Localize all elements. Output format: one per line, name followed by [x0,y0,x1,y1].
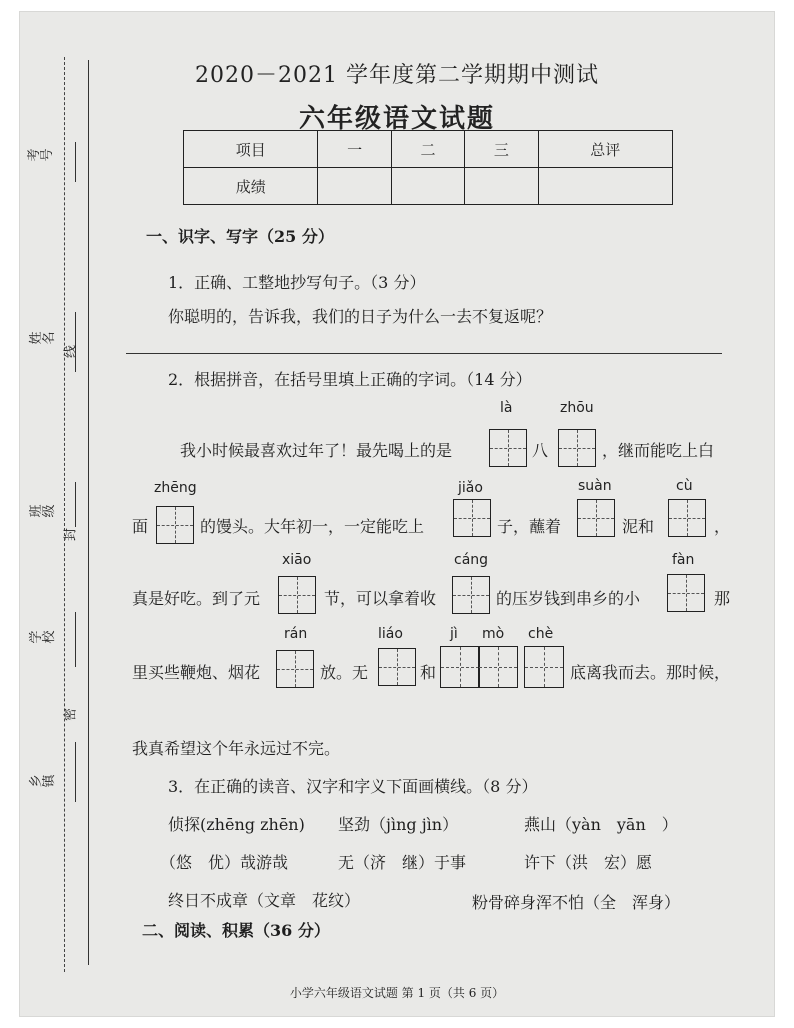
q3-option[interactable]: 侦探(zhēng zhēn) [168,815,305,834]
q2-text: ， [714,517,731,536]
q2-text: 八 [532,441,549,460]
char-box[interactable] [378,648,416,686]
q2-text: 节，可以拿着收 [324,589,437,608]
exam-no-label: 考号 [26,149,53,165]
page-footer: 小学六年级语文试题 第 1 页（共 6 页） [289,986,505,1000]
town-label: 乡镇 [28,775,55,791]
school-underline [75,612,76,667]
exam-subtitle: 六年级语文试题 [298,104,495,134]
pinyin-label: zhēng [154,480,197,496]
score-cell: 总评 [538,131,672,168]
pinyin-label: fàn [672,552,695,568]
q3-option[interactable]: （悠 优）哉游哉 [160,853,289,872]
pinyin-label: xiāo [282,552,312,568]
char-box[interactable] [156,506,194,544]
pinyin-label: cù [676,478,693,494]
class-underline [75,482,76,527]
char-box[interactable] [276,650,314,688]
margin-seal-char: 封 [63,529,76,544]
margin-line-char: 线 [63,346,76,361]
char-box[interactable] [558,429,596,467]
char-box[interactable] [667,574,705,612]
q2-text: 我真希望这个年永远过不完。 [132,739,341,758]
char-box[interactable] [452,576,490,614]
char-box[interactable] [668,499,706,537]
q2-text: 放。无 [320,663,369,682]
pinyin-label: cáng [454,552,489,568]
score-input-cell[interactable] [391,168,464,205]
pinyin-label: chè [528,626,554,642]
q1-title: 1．正确、工整地抄写句子。（3 分） [168,273,426,292]
score-input-cell[interactable] [465,168,538,205]
score-cell: 项目 [184,131,318,168]
name-label: 姓名 [28,332,55,348]
q2-text: 真是好吃。到了元 [132,589,261,608]
q3-option[interactable]: 坚劲（jìng jìn） [338,815,459,834]
pinyin-label: suàn [578,478,612,494]
score-cell: 二 [391,131,464,168]
binding-dashed-line [64,57,65,972]
char-box[interactable] [478,646,518,688]
char-box[interactable] [278,576,316,614]
class-label: 班级 [28,505,55,521]
q2-text: 的馒头。大年初一，一定能吃上 [200,517,425,536]
score-table-header-row [184,131,673,168]
score-input-cell[interactable] [538,168,672,205]
name-underline [75,312,76,372]
q2-text: ，继而能吃上白 [602,441,715,460]
pinyin-label: liáo [378,626,403,642]
margin-secret-char: 密 [63,709,76,724]
q1-sentence: 你聪明的，告诉我，我们的日子为什么一去不复返呢？ [168,307,553,326]
q2-title: 2．根据拼音，在括号里填上正确的字词。（14 分） [168,370,532,389]
score-cell: 成绩 [184,168,318,205]
q2-text: 那 [714,589,731,608]
exam-no-underline [75,142,76,182]
q2-text: 我小时候最喜欢过年了！最先喝上的是 [180,441,453,460]
pinyin-label: jiǎo [458,480,483,496]
pinyin-label: mò [482,626,505,642]
q3-option[interactable]: 燕山（yàn yān ） [524,815,678,834]
q2-text: 面 [132,517,149,536]
pinyin-label: zhōu [560,400,594,416]
char-box[interactable] [440,646,480,688]
char-box[interactable] [577,499,615,537]
q2-text: 里买些鞭炮、烟花 [132,663,261,682]
score-input-cell[interactable] [318,168,391,205]
q3-option[interactable]: 终日不成章（文章 花纹） [168,891,361,910]
char-box[interactable] [524,646,564,688]
q2-text: 和 [420,663,437,682]
town-underline [75,742,76,802]
exam-page [20,12,774,1016]
q2-text: 的压岁钱到串乡的小 [496,589,641,608]
exam-title: 2020－2021 学年度第二学期期中测试 [195,63,599,88]
char-box[interactable] [489,429,527,467]
pinyin-label: là [500,400,513,416]
q3-option[interactable]: 无（济 继）于事 [338,853,467,872]
q2-text: 底离我而去。那时候， [570,663,731,682]
score-table-score-row [184,168,673,205]
pinyin-label: rán [284,626,308,642]
section1-heading: 一、识字、写字（25 分） [146,227,334,246]
school-label: 学校 [28,631,55,647]
score-cell: 一 [318,131,391,168]
q2-text: 泥和 [622,517,655,536]
binding-solid-line [88,60,89,965]
char-box[interactable] [453,499,491,537]
q3-option[interactable]: 许下（洪 宏）愿 [524,853,653,872]
section2-heading: 二、阅读、积累（36 分） [142,921,330,940]
copy-writing-line[interactable] [126,353,722,354]
q2-text: 子，蘸着 [497,517,562,536]
q3-title: 3．在正确的读音、汉字和字义下面画横线。（8 分） [168,777,538,796]
pinyin-label: jì [450,626,458,642]
score-cell: 三 [465,131,538,168]
q3-option[interactable]: 粉骨碎身浑不怕（全 浑身） [472,893,681,912]
score-table [183,130,673,205]
